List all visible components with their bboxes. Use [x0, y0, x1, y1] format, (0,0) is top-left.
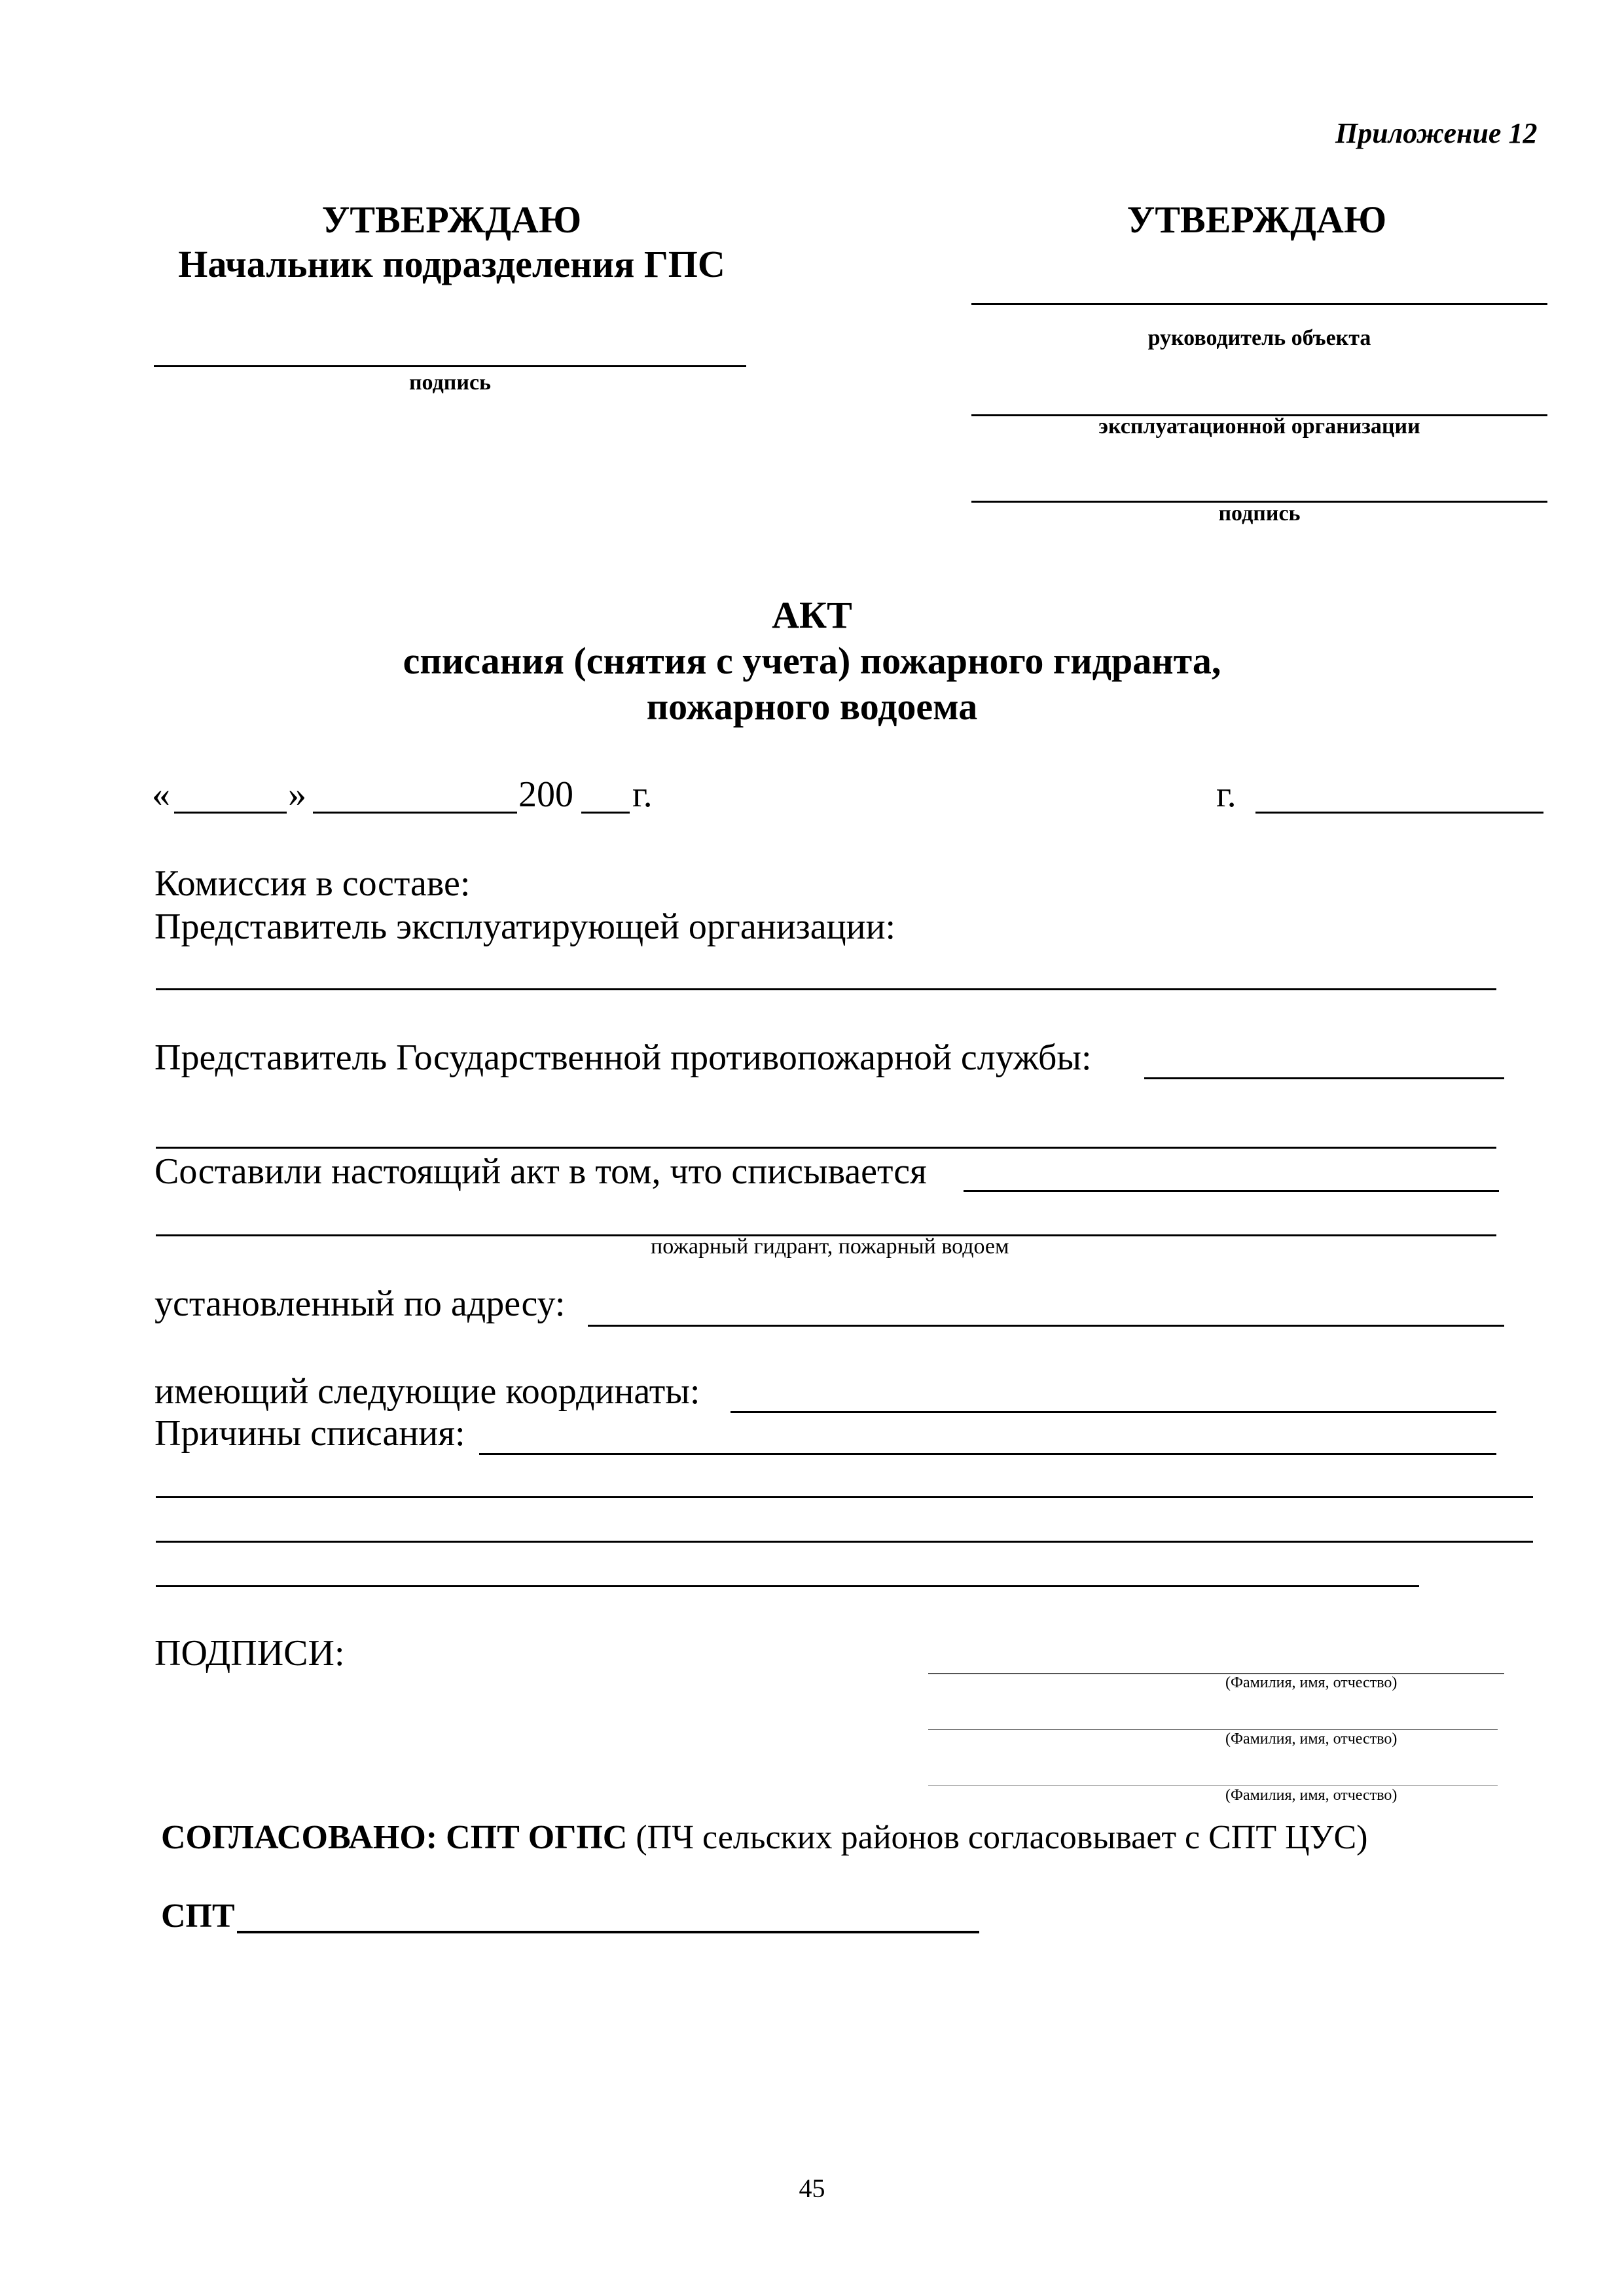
act-heading: АКТ — [772, 594, 852, 636]
date-year-suffix: г. — [632, 774, 653, 815]
signature-field-2[interactable] — [928, 1729, 1498, 1730]
date-close-quote: » — [288, 774, 306, 815]
agreed-note: (ПЧ сельских районов согласовывает с СПТ ЦУС) — [636, 1819, 1368, 1856]
compiled-field[interactable] — [964, 1190, 1499, 1192]
agreed-line — [161, 1818, 1368, 1857]
spt-label: СПТ — [161, 1897, 235, 1935]
approve-left-title: УТВЕРЖДАЮ — [321, 198, 582, 241]
date-year-prefix: 200 — [518, 774, 573, 815]
rep-operating-label: Представитель эксплуатирующей организации: — [154, 906, 896, 947]
fio-caption-3: (Фамилия, имя, отчество) — [1225, 1787, 1398, 1804]
object-caption: пожарный гидрант, пожарный водоем — [651, 1234, 1009, 1259]
coordinates-label: имеющий следующие координаты: — [154, 1371, 700, 1412]
fio-caption-2: (Фамилия, имя, отчество) — [1225, 1731, 1398, 1748]
approve-left-signature-caption: подпись — [408, 370, 492, 395]
city-field[interactable] — [1255, 812, 1543, 814]
approve-left-signature-line — [154, 365, 746, 367]
approve-right-caption-2: эксплуатационной организации — [1098, 414, 1420, 439]
reasons-field-3[interactable] — [156, 1541, 1533, 1543]
approve-right-caption-3: подпись — [1218, 501, 1301, 526]
fio-caption-1: (Фамилия, имя, отчество) — [1225, 1674, 1398, 1691]
signatures-label: ПОДПИСИ: — [154, 1633, 345, 1674]
act-subtitle-2: пожарного водоема — [646, 685, 978, 728]
agreed-label: СОГЛАСОВАНО: СПТ ОГПС — [161, 1819, 628, 1856]
reasons-field-4[interactable] — [156, 1585, 1419, 1587]
act-subtitle-1: списания (снятия с учета) пожарного гидранта, — [403, 639, 1221, 682]
signature-field-1[interactable] — [928, 1673, 1504, 1674]
city-prefix: г. — [1216, 774, 1236, 815]
installed-at-label: установленный по адресу: — [154, 1283, 566, 1324]
reasons-label: Причины списания: — [154, 1413, 465, 1454]
rep-fire-service-field-2[interactable] — [156, 1147, 1496, 1149]
rep-fire-service-label: Представитель Государственной противопожарной службы: — [154, 1037, 1092, 1078]
commission-label: Комиссия в составе: — [154, 863, 471, 904]
page-number: 45 — [799, 2174, 825, 2203]
compiled-label: Составили настоящий акт в том, что списывается — [154, 1151, 927, 1192]
reasons-field[interactable] — [479, 1453, 1496, 1455]
reasons-field-2[interactable] — [156, 1496, 1533, 1498]
date-open-quote: « — [152, 774, 170, 815]
rep-operating-field[interactable] — [156, 988, 1496, 990]
coordinates-field[interactable] — [731, 1411, 1496, 1413]
approve-right-title: УТВЕРЖДАЮ — [1127, 198, 1387, 241]
approve-right-caption-1: руководитель объекта — [1147, 326, 1371, 350]
rep-fire-service-field[interactable] — [1144, 1077, 1504, 1079]
date-month-field[interactable] — [313, 812, 517, 814]
signature-field-3[interactable] — [928, 1785, 1498, 1786]
installed-at-field[interactable] — [588, 1325, 1504, 1327]
approve-left-subtitle: Начальник подразделения ГПС — [178, 243, 725, 285]
approve-right-line-1 — [971, 303, 1547, 305]
appendix-label: Приложение 12 — [1335, 117, 1538, 149]
spt-signature-field[interactable] — [237, 1931, 979, 1933]
date-day-field[interactable] — [174, 812, 287, 814]
date-year-field[interactable] — [581, 812, 630, 814]
